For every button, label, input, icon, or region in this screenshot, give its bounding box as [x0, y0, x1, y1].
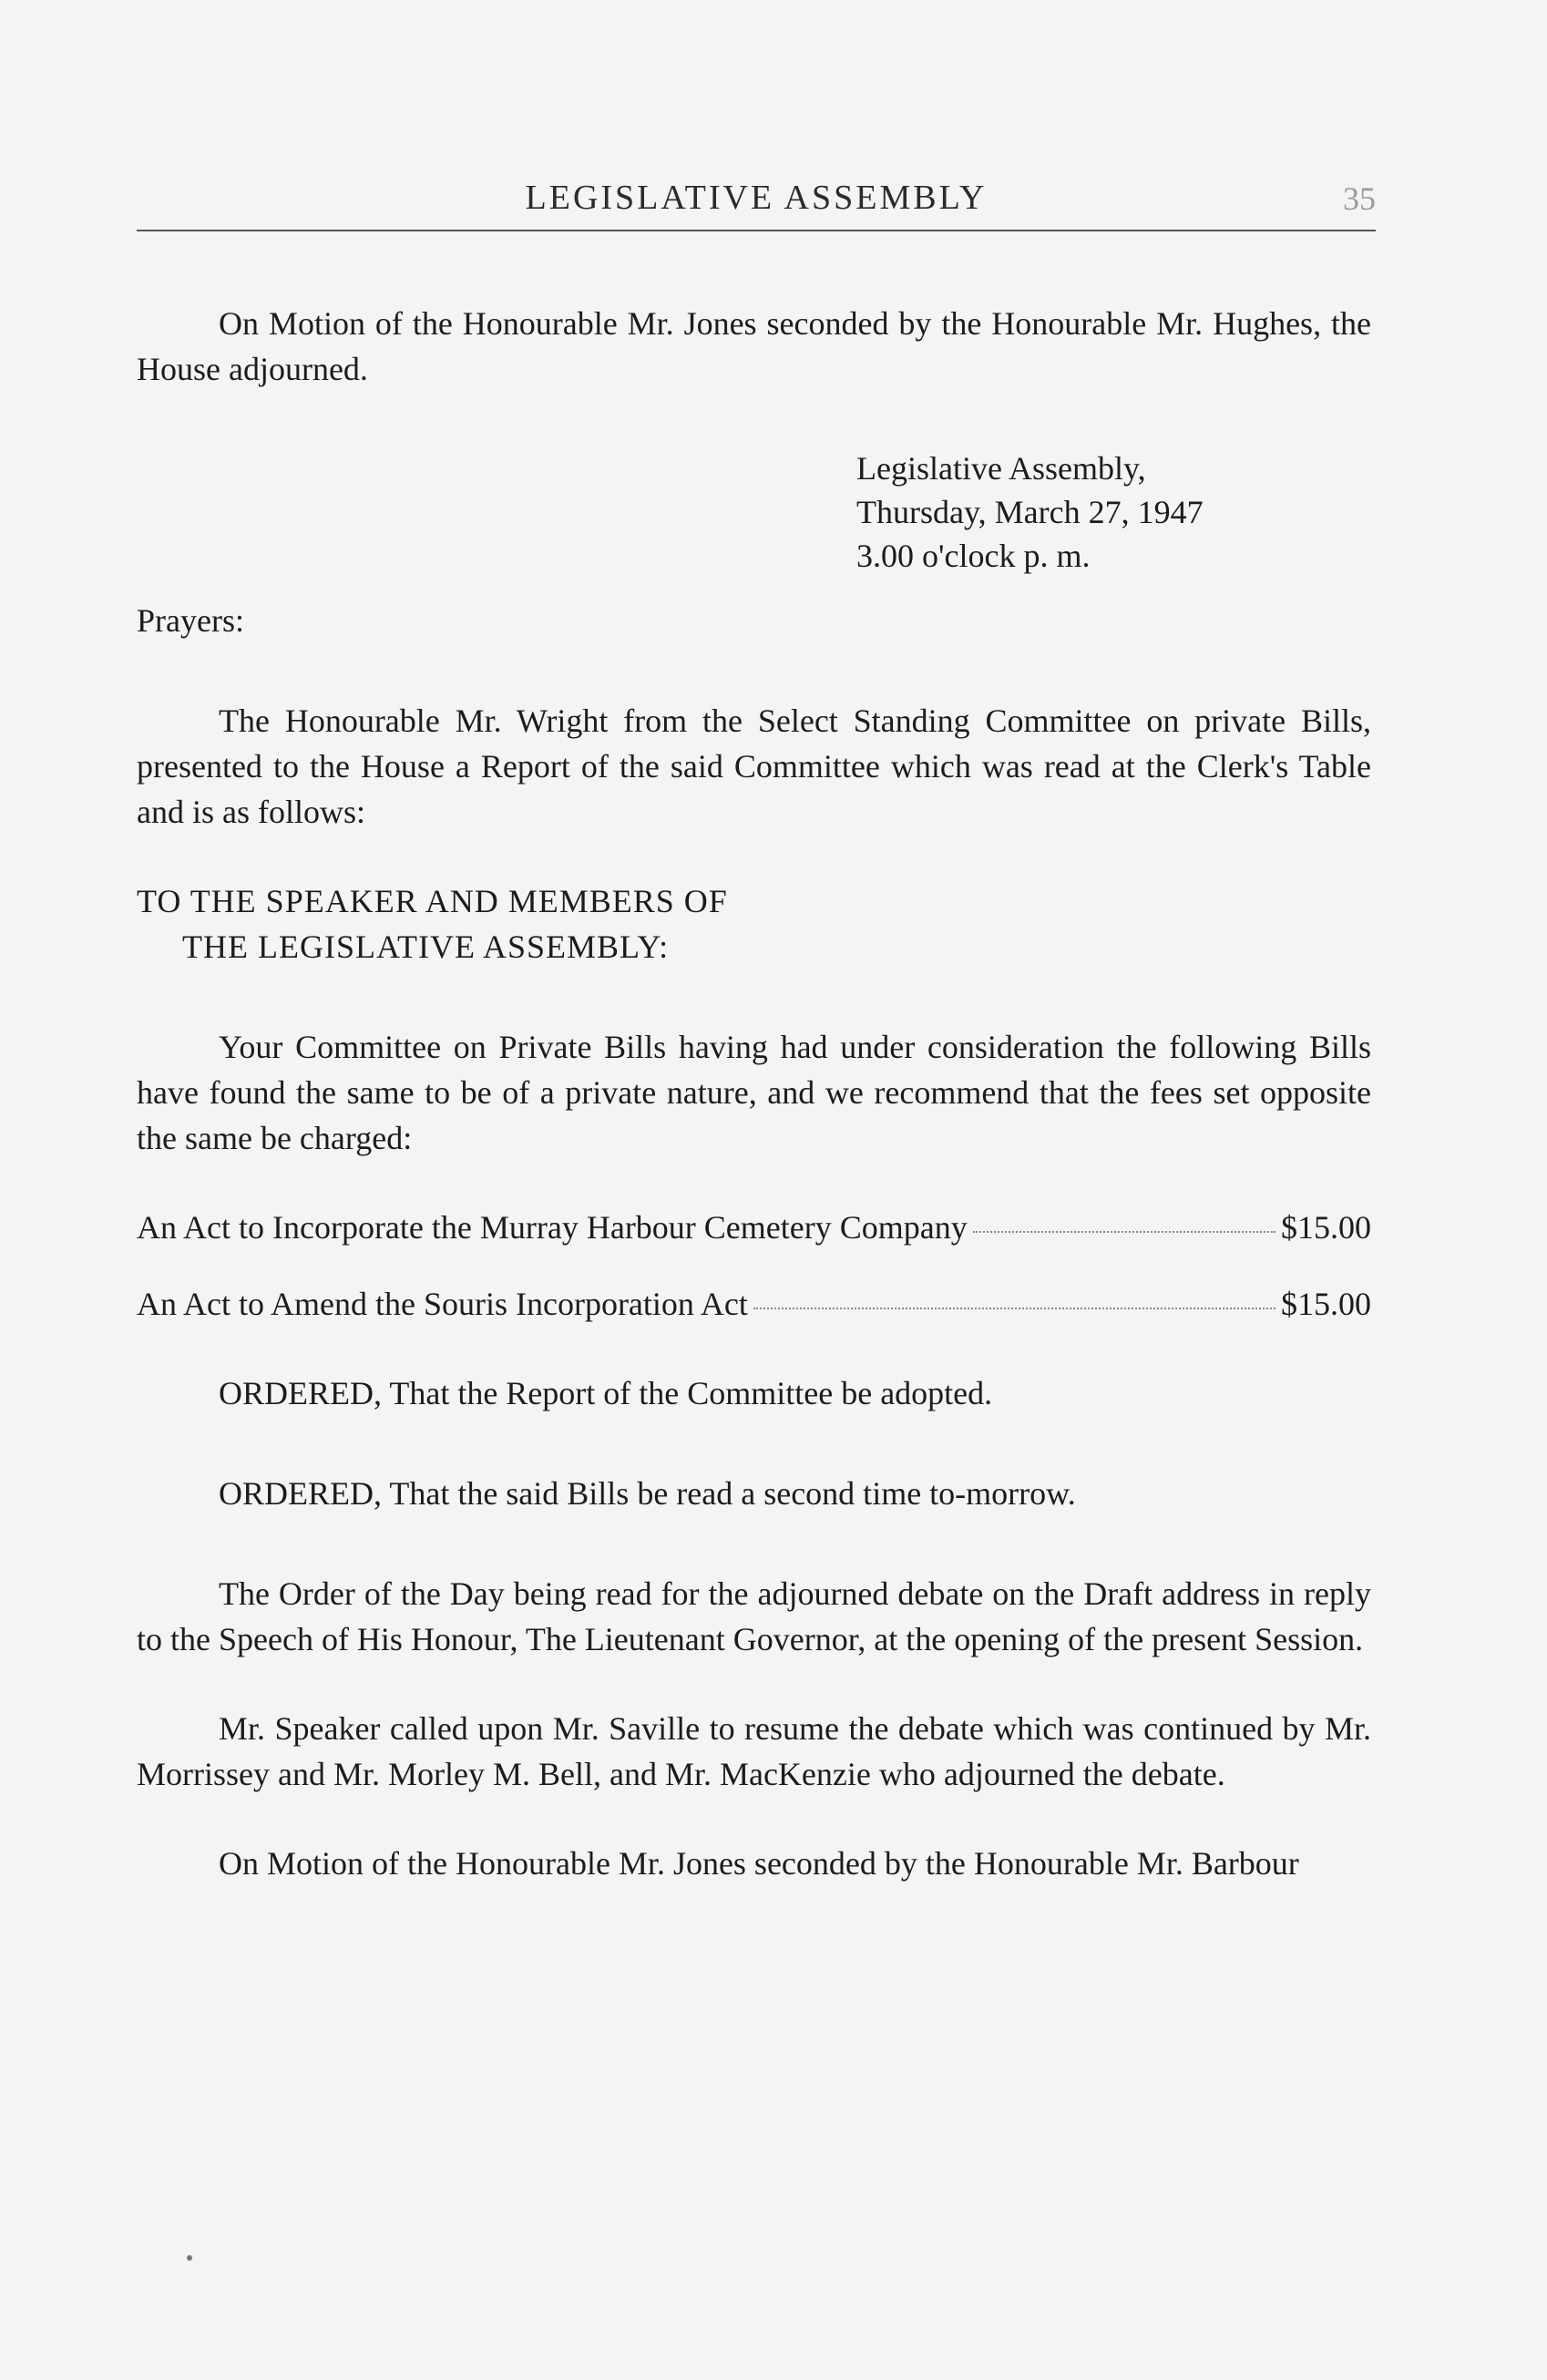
fee-row [137, 1205, 1371, 1250]
address-heading-line-2: THE LEGISLATIVE ASSEMBLY: [182, 928, 670, 965]
ordered-second-reading: ORDERED, That the said Bills be read a second time to-morrow. [219, 1475, 1076, 1512]
dateline-time: 3.00 o'clock p. m. [856, 538, 1091, 574]
fee-act-title: An Act to Incorporate the Murray Harbour Cemetery Company [137, 1209, 968, 1246]
address-heading-line-1: TO THE SPEAKER AND MEMBERS OF [137, 883, 728, 919]
page-body [137, 301, 1371, 1886]
final-motion-paragraph: On Motion of the Honourable Mr. Jones seconded by the Honourable Mr. Barbour [219, 1845, 1299, 1882]
running-head: LEGISLATIVE ASSEMBLY [525, 179, 988, 217]
ordered-report-adopted: ORDERED, That the Report of the Committee be adopted. [219, 1375, 993, 1411]
fee-list [137, 1205, 1371, 1327]
address-heading [137, 878, 1371, 969]
committee-report-paragraph: Your Committee on Private Bills having had under consideration the following Bills have found the same to be of a private nature, and we recommend that the fees set opposite the same be charged: [137, 1029, 1371, 1156]
page-header [137, 178, 1376, 223]
dateline-date: Thursday, March 27, 1947 [856, 494, 1204, 530]
fee-row [137, 1281, 1371, 1327]
dot-leader [973, 1231, 1276, 1233]
adjourn-motion-paragraph: On Motion of the Honourable Mr. Jones seconded by the Honourable Mr. Hughes, the House adjourned. [137, 305, 1371, 387]
fee-act-title: An Act to Amend the Souris Incorporation Act [137, 1286, 748, 1322]
prayers-label: Prayers: [137, 602, 244, 639]
fee-amount: $15.00 [1281, 1286, 1371, 1322]
dateline [856, 446, 1371, 578]
report-intro-paragraph: The Honourable Mr. Wright from the Select Standing Committee on private Bills, presented to the House a Report of the said Committee which was read at the Clerk's Table and is as follows: [137, 703, 1371, 830]
dateline-place: Legislative Assembly, [856, 450, 1146, 487]
fee-amount: $15.00 [1281, 1209, 1371, 1246]
order-of-day-paragraph: The Order of the Day being read for the adjourned debate on the Draft address in reply to the Speech of His Honour, The Lieutenant Governor, at the opening of the present Session. [137, 1575, 1371, 1657]
header-rule [137, 230, 1376, 231]
dot-leader [753, 1308, 1276, 1309]
speaker-called-paragraph: Mr. Speaker called upon Mr. Saville to resume the debate which was continued by Mr. Morrissey and Mr. Morley M. Bell, and Mr. MacKenzie who adjourned the debate. [137, 1710, 1371, 1792]
page-speck [187, 2255, 192, 2261]
page-number: 35 [1343, 180, 1376, 217]
